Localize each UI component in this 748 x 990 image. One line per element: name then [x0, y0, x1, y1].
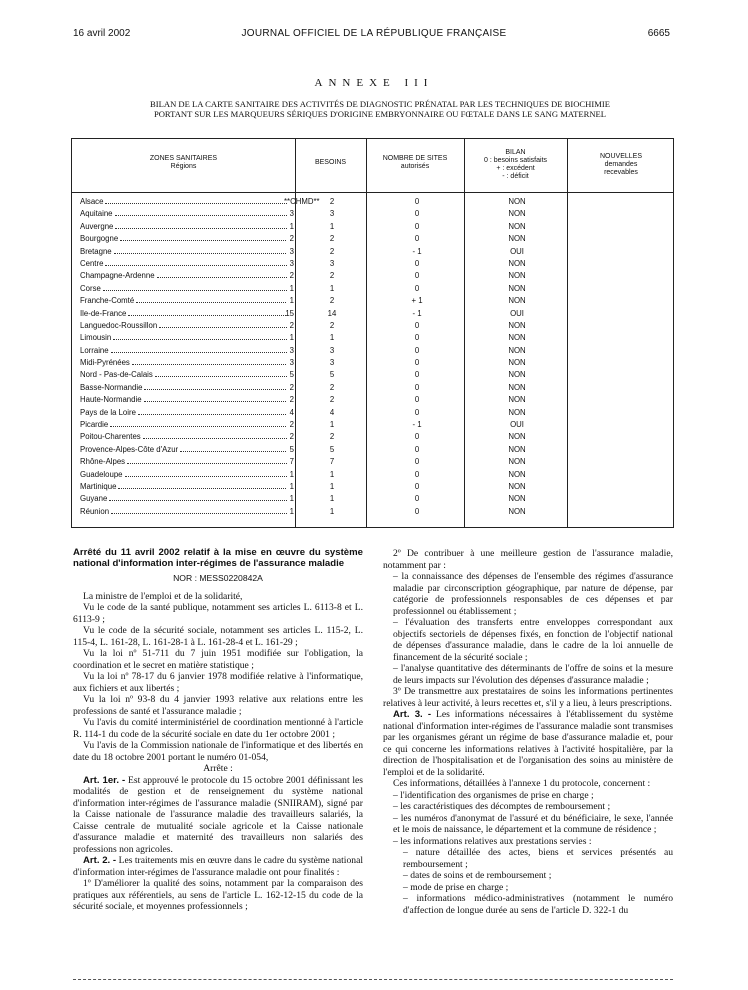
table-row — [72, 222, 675, 234]
bilan-value: NON — [508, 395, 526, 405]
table-row — [72, 457, 675, 469]
paragraph: Vu le code de la sécurité sociale, notamment ses articles L. 115-2, L. 115-4, L. 161-28, L. 161-28-1 à L. 161-28-4 et L. 161-29 ; — [73, 625, 363, 648]
zone-name-text: Alsace — [80, 197, 104, 206]
bilan-value: NON — [508, 258, 526, 268]
sites-value: 0 — [414, 382, 420, 392]
sites-value: 0 — [414, 333, 420, 343]
table-row — [72, 284, 675, 296]
col-header-sites-sub: autorisés — [400, 163, 430, 170]
table-body — [72, 197, 675, 519]
sites-value: 0 — [414, 358, 420, 368]
cumulative-value: 1 — [289, 221, 294, 231]
sites-value: 0 — [414, 370, 420, 380]
besoins-value: 3 — [329, 345, 335, 355]
zone-name — [80, 420, 287, 429]
sites-value: 0 — [414, 457, 420, 467]
sites-value: 0 — [414, 209, 420, 219]
besoins-value: 2 — [329, 246, 335, 256]
besoins-value: 2 — [329, 320, 335, 330]
table-row — [72, 395, 675, 407]
besoins-value: 2 — [329, 432, 335, 442]
zone-name-text: Auvergne — [80, 221, 114, 231]
dot-leader — [144, 389, 287, 390]
table-row — [72, 247, 675, 259]
bilan-value: NON — [508, 358, 526, 368]
zone-name — [80, 284, 287, 293]
cumulative-value: 4 — [289, 407, 294, 417]
dash-item: – les informations relatives aux prestations servies : — [393, 835, 592, 847]
zone-name — [80, 470, 287, 479]
zone-name — [80, 209, 287, 218]
sites-value: 0 — [414, 345, 420, 355]
zone-name-text: Lorraine — [80, 345, 109, 355]
table-row — [72, 259, 675, 271]
table-row — [72, 271, 675, 283]
zone-name-text: Pays de la Loire — [80, 407, 136, 417]
cumulative-value: 3 — [289, 345, 294, 355]
zone-name — [80, 445, 287, 454]
bilan-value: NON — [508, 333, 526, 343]
cumulative-value: 1 — [289, 506, 294, 516]
zone-name-text: Picardie — [80, 420, 109, 430]
table-row — [72, 432, 675, 444]
bilan-value: NON — [508, 494, 526, 504]
bilan-value: NON — [508, 345, 526, 355]
besoins-value: 3 — [329, 209, 335, 219]
dot-leader — [132, 364, 287, 365]
col-header-bilan-label: BILAN — [505, 149, 526, 156]
nor-reference: NOR : MESS0220842A — [173, 573, 263, 583]
sub-dash-item: – nature détaillée des actes, biens et services présentés au remboursement ; — [403, 847, 673, 870]
bilan-value: NON — [508, 296, 526, 306]
table-row — [72, 370, 675, 382]
bilan-value: NON — [508, 283, 526, 293]
zone-name-text: Basse-Normandie — [80, 382, 143, 392]
table-title-line-2: PORTANT SUR LES MARQUEURS SÉRIQUES D'ORIGINE EMBRYONNAIRE OU FŒTALE DANS LE SANG MATERNEL — [153, 109, 607, 119]
besoins-value: 1 — [329, 221, 335, 231]
zone-name — [80, 197, 287, 206]
table-row — [72, 209, 675, 221]
bilan-value: NON — [508, 234, 526, 244]
article-1-text: Est approuvé le protocole du 15 octobre 2001 définissant les modalités de gestion et de renseignement du système national d'information inter-régimes de l'assurance maladie (SNIIRAM), signé par la Caisse nationale de l'assurance maladie des travailleurs salariés, la Caisse centrale de mutualité sociale agricole et la Caisse nationale d'assurance maladie et maternité des travailleurs non salariés des professions non agricoles. — [73, 774, 363, 855]
paragraph: La ministre de l'emploi et de la solidarité, — [83, 590, 243, 602]
besoins-value: 1 — [329, 481, 335, 491]
paragraph: Vu la loi nº 78-17 du 6 janvier 1978 modifiée relative à l'informatique, aux fichiers et aux libertés ; — [73, 671, 363, 694]
zone-name — [80, 346, 287, 355]
article-1 — [73, 775, 363, 856]
cumulative-value: 2 — [289, 420, 294, 430]
zone-name-text: Provence-Alpes-Côte d'Azur — [80, 444, 179, 454]
cumulative-value: 2 — [289, 320, 294, 330]
dot-leader — [111, 352, 287, 353]
besoins-value: 2 — [329, 234, 335, 244]
col-header-nouvelles-line-3: recevables — [604, 169, 638, 176]
left-column — [73, 548, 363, 913]
besoins-value: 5 — [329, 444, 335, 454]
header-journal-title: JOURNAL OFFICIEL DE LA RÉPUBLIQUE FRANÇAISE — [241, 28, 507, 39]
zone-name-text: Languedoc-Roussillon — [80, 320, 158, 330]
sub-dash-item: – dates de soins et de remboursement ; — [403, 870, 552, 881]
zone-name-text: Centre — [80, 258, 104, 268]
dot-leader — [110, 426, 287, 427]
zone-name-text: Guyane — [80, 494, 108, 504]
zone-name — [80, 222, 287, 231]
zone-name — [80, 432, 287, 441]
cumulative-value: 2 — [289, 271, 294, 281]
paragraph-arrete: Arrête : — [203, 763, 233, 774]
dot-leader — [136, 302, 287, 303]
dot-leader — [105, 203, 287, 204]
bilan-value: NON — [508, 469, 526, 479]
dot-leader — [114, 253, 287, 254]
table-title — [80, 99, 680, 119]
col-header-bilan — [464, 149, 567, 181]
zone-name — [80, 383, 287, 392]
col-header-nouvelles-line-2: demandes — [604, 161, 638, 168]
article-3 — [383, 709, 673, 778]
article-2-label: Art. 2. - — [83, 855, 117, 866]
cumulative-value: 7 — [289, 457, 294, 467]
sites-value: 0 — [414, 481, 420, 491]
dot-leader — [115, 215, 287, 216]
sites-value: 0 — [414, 283, 420, 293]
besoins-value: 1 — [329, 469, 335, 479]
paragraph: Vu la loi nº 93-8 du 4 janvier 1993 relative aux relations entre les professions de santé et l'assurance maladie ; — [73, 694, 363, 717]
sites-value: - 1 — [412, 308, 422, 318]
table-row — [72, 507, 675, 519]
besoins-value: 2 — [329, 197, 335, 206]
dash-item: – les caractéristiques des décomptes de remboursement ; — [393, 801, 611, 812]
sites-value: 0 — [414, 444, 420, 454]
table-row — [72, 234, 675, 246]
zone-name-text: Rhône-Alpes — [80, 457, 126, 467]
dot-leader — [157, 277, 287, 278]
table-row — [72, 470, 675, 482]
bilan-value: NON — [508, 271, 526, 281]
annex-title: ANNEXE III — [314, 77, 434, 89]
sites-value: - 1 — [412, 246, 422, 256]
col-header-zones-sub: Régions — [170, 163, 197, 170]
col-header-bilan-line-2: + : excédent — [496, 165, 535, 172]
dot-leader — [103, 290, 287, 291]
besoins-value: 3 — [329, 258, 335, 268]
sites-value: 0 — [414, 469, 420, 479]
paragraph: Vu le code de la santé publique, notamment ses articles L. 6113-8 et L. 6113-9 ; — [73, 602, 363, 625]
zone-name-text: Limousin — [80, 333, 112, 343]
dash-item: – l'identification des organismes de prise en charge ; — [393, 789, 594, 801]
cumulative-value: 2 — [289, 395, 294, 405]
right-column — [383, 548, 673, 916]
zone-name-text: Corse — [80, 283, 101, 293]
table-row — [72, 445, 675, 457]
paragraph: Vu la loi nº 51-711 du 7 juin 1951 modifiée sur l'obligation, la coordination et le secret en matière statistique ; — [73, 648, 363, 671]
col-header-nouvelles — [567, 153, 675, 177]
zone-name — [80, 296, 287, 305]
bilan-value: NON — [508, 432, 526, 442]
sites-value: 0 — [414, 494, 420, 504]
zone-name — [80, 457, 287, 466]
bilan-value: NON — [508, 370, 526, 380]
zone-name-text: Nord - Pas-de-Calais — [80, 370, 153, 380]
dot-leader — [155, 376, 287, 377]
dash-item: – l'analyse quantitative des déterminants de l'offre de soins et la mesure de leurs impacts sur l'évolution des dépenses d'assurance maladie ; — [393, 663, 673, 686]
bilan-value: OUI — [510, 420, 524, 430]
besoins-value: 14 — [327, 308, 337, 318]
zone-name-text: Réunion — [80, 506, 110, 516]
col-header-sites-label: NOMBRE DE SITES — [382, 155, 448, 162]
bilan-value: NON — [508, 444, 526, 454]
table-row — [72, 383, 675, 395]
bilan-value: NON — [508, 506, 526, 516]
col-header-sites — [366, 155, 464, 171]
cumulative-value: 1 — [289, 469, 294, 479]
zone-name-text: Aquitaine — [80, 209, 113, 219]
besoins-value: 7 — [329, 457, 335, 467]
dot-leader — [125, 476, 288, 477]
besoins-value: 1 — [329, 494, 335, 504]
dot-leader — [127, 463, 287, 464]
dot-leader — [180, 451, 287, 452]
zone-name — [80, 507, 287, 516]
bilan-value: NON — [508, 382, 526, 392]
article-1-label: Art. 1er. - — [83, 774, 126, 786]
zone-name — [80, 482, 287, 491]
table-row — [72, 408, 675, 420]
cumulative-value: 1 — [289, 481, 294, 491]
zone-name — [80, 259, 287, 268]
article-2-text: Les traitements mis en œuvre dans le cadre du système national d'information inter-régimes de l'assurance maladie ont pour finalités : — [73, 855, 363, 878]
col-header-bilan-line-3: - : déficit — [502, 173, 529, 180]
dot-leader — [144, 401, 287, 402]
sanitary-map-table — [71, 138, 674, 528]
dot-leader — [159, 327, 287, 328]
besoins-value: 5 — [329, 370, 335, 380]
zone-name — [80, 395, 287, 404]
besoins-value: 1 — [329, 333, 335, 343]
bilan-value: OUI — [510, 308, 524, 318]
cumulative-value: 1 — [289, 494, 294, 504]
dot-leader — [115, 228, 287, 229]
cumulative-value: 3 — [289, 358, 294, 368]
table-row — [72, 494, 675, 506]
zone-name-text: Bretagne — [80, 246, 112, 256]
bilan-value: OUI — [510, 246, 524, 256]
table-row — [72, 420, 675, 432]
zone-name-text: Midi-Pyrénées — [80, 358, 130, 368]
paragraph: 1º D'améliorer la qualité des soins, notamment par la comparaison des pratiques aux référentiels, au sens de l'article L. 162-12-15 du code de la sécurité sociale, et moyennes professionnels ; — [73, 878, 363, 912]
bilan-value: NON — [508, 320, 526, 330]
sites-value: 0 — [414, 197, 420, 206]
dot-leader — [128, 315, 287, 316]
zone-name — [80, 494, 287, 503]
sites-value: 0 — [414, 320, 420, 330]
header-date: 16 avril 2002 — [73, 28, 131, 39]
sites-value: + 1 — [411, 296, 423, 306]
zone-name-text: Martinique — [80, 481, 117, 491]
paragraph: 2º De contribuer à une meilleure gestion de l'assurance maladie, notamment par : — [383, 548, 673, 571]
besoins-value: 2 — [329, 395, 335, 405]
zone-name-text: Champagne-Ardenne — [80, 271, 155, 281]
col-header-nouvelles-label: NOUVELLES — [599, 153, 643, 160]
article-3-label: Art. 3. - — [393, 709, 432, 720]
dot-leader — [105, 265, 287, 266]
cumulative-value: 15 — [285, 308, 294, 318]
cumulative-value: 2 — [289, 432, 294, 442]
sub-dash-item: – mode de prise en charge ; — [403, 881, 509, 893]
zone-name-text: Ile-de-France — [80, 308, 127, 318]
sites-value: 0 — [414, 432, 420, 442]
dot-leader — [113, 339, 287, 340]
dash-item: – l'évaluation des transferts entre enveloppes correspondant aux objectifs sectoriels de dépenses fixés, en fonction de l'objectif national de dépenses d'assurance maladie, dans le cadre de la loi annuelle de financement de la sécurité sociale ; — [393, 617, 673, 663]
besoins-value: 1 — [329, 506, 335, 516]
zone-name-text: Franche-Comté — [80, 296, 135, 306]
zone-name — [80, 271, 287, 280]
dot-leader — [118, 488, 287, 489]
sites-value: - 1 — [412, 420, 422, 430]
zone-name — [80, 309, 287, 318]
cumulative-value: 5 — [289, 370, 294, 380]
decree-title: Arrêté du 11 avril 2002 relatif à la mise en œuvre du système national d'information inter-régimes de l'assurance maladie — [73, 547, 363, 569]
footer-rule — [73, 979, 673, 980]
paragraph: Vu l'avis du comité interministériel de coordination mentionné à l'article R. 114-1 du code de la sécurité sociale en date du 1er octobre 2001 ; — [73, 717, 363, 740]
table-row — [72, 358, 675, 370]
table-row — [72, 296, 675, 308]
table-row — [72, 482, 675, 494]
sites-value: 0 — [414, 271, 420, 281]
table-row — [72, 346, 675, 358]
bilan-value: NON — [508, 407, 526, 417]
zone-name — [80, 358, 287, 367]
zone-name-text: Bourgogne — [80, 234, 119, 244]
col-header-besoins: BESOINS — [314, 159, 347, 166]
zone-name — [80, 370, 287, 379]
cumulative-value: 5 — [289, 444, 294, 454]
sites-value: 0 — [414, 234, 420, 244]
bilan-value: NON — [508, 221, 526, 231]
col-header-zones-label: ZONES SANITAIRES — [149, 155, 218, 162]
sites-value: 0 — [414, 407, 420, 417]
cumulative-value: 3 — [289, 246, 294, 256]
zone-name-text: Guadeloupe — [80, 469, 123, 479]
dot-leader — [143, 438, 287, 439]
zone-name — [80, 408, 287, 417]
table-title-line-1: BILAN DE LA CARTE SANITAIRE DES ACTIVITÉS DE DIAGNOSTIC PRÉNATAL PAR LES TECHNIQUES DE BIOCHIMIE — [150, 99, 610, 109]
col-header-bilan-line-1: 0 : besoins satisfaits — [483, 157, 548, 164]
cumulative-value: 2 — [289, 382, 294, 392]
article-2 — [73, 855, 363, 878]
besoins-value: 2 — [329, 271, 335, 281]
bilan-value: NON — [508, 457, 526, 467]
sites-value: 0 — [414, 506, 420, 516]
header-page-number: 6665 — [647, 28, 670, 39]
sites-value: 0 — [414, 221, 420, 231]
zone-name-text: Poitou-Charentes — [80, 432, 141, 442]
sub-dash-item: – informations médico-administratives (notamment le numéro d'affection de longue durée au sens de l'article D. 322-1 du — [403, 893, 673, 916]
zone-name — [80, 247, 287, 256]
bilan-value: NON — [508, 481, 526, 491]
besoins-value: 1 — [329, 283, 335, 293]
cumulative-value: 1 — [289, 283, 294, 293]
paragraph: Ces informations, détaillées à l'annexe 1 du protocole, concernent : — [393, 778, 651, 789]
cumulative-value: 2 — [289, 234, 294, 244]
dot-leader — [109, 500, 287, 501]
dot-leader — [111, 513, 287, 514]
table-row — [72, 321, 675, 333]
dash-item: – la connaissance des dépenses de l'ensemble des régimes d'assurance maladie par circonscription géographique, par nature de dépense, par catégorie de professionnels responsables de ces dépenses et par professionnel ou établissement ; — [393, 571, 673, 617]
dash-item: – les numéros d'anonymat de l'assuré et du bénéficiaire, le sexe, l'année et le mois de naissance, le département et la commune de résidence ; — [393, 812, 673, 835]
table-row — [72, 197, 675, 209]
bilan-value: NON — [508, 197, 526, 206]
sites-value: 0 — [414, 395, 420, 405]
besoins-value: 3 — [329, 358, 335, 368]
paragraph: 3º De transmettre aux prestataires de soins les informations pertinentes relatives à leur activité, à leurs recettes et, s'il y a lieu, à leurs prescriptions. — [383, 686, 673, 709]
cumulative-value: 1 — [289, 296, 294, 306]
table-row — [72, 333, 675, 345]
besoins-value: 2 — [329, 382, 335, 392]
zone-name — [80, 321, 287, 330]
cumulative-value: 1 — [289, 333, 294, 343]
table-row — [72, 309, 675, 321]
zone-name-text: Haute-Normandie — [80, 395, 142, 405]
col-header-zones — [72, 155, 295, 171]
besoins-value: 4 — [329, 407, 335, 417]
zone-name — [80, 333, 287, 342]
cumulative-value: 3 — [289, 209, 294, 219]
cumulative-value: **CHMD** — [284, 197, 320, 206]
besoins-value: 2 — [329, 296, 335, 306]
dot-leader — [120, 240, 287, 241]
paragraph: Vu l'avis de la Commission nationale de l'informatique et des libertés en date du 18 octobre 2001 portant le numéro 01-054, — [73, 740, 363, 763]
article-3-text: Les informations nécessaires à l'établissement du système national d'information inter-régimes de l'assurance maladie sont transmises par les organismes gérant un régime de base d'assurance maladie et, pour ce qui concerne les informations relatives à l'activité hospitalière, par la direction de l'hospitalisation et de l'organisation des soins au ministère de l'emploi et de la solidarité. — [383, 709, 673, 778]
sites-value: 0 — [414, 258, 420, 268]
besoins-value: 1 — [329, 420, 335, 430]
cumulative-value: 3 — [289, 258, 294, 268]
zone-name — [80, 234, 287, 243]
dot-leader — [138, 414, 287, 415]
bilan-value: NON — [508, 209, 526, 219]
